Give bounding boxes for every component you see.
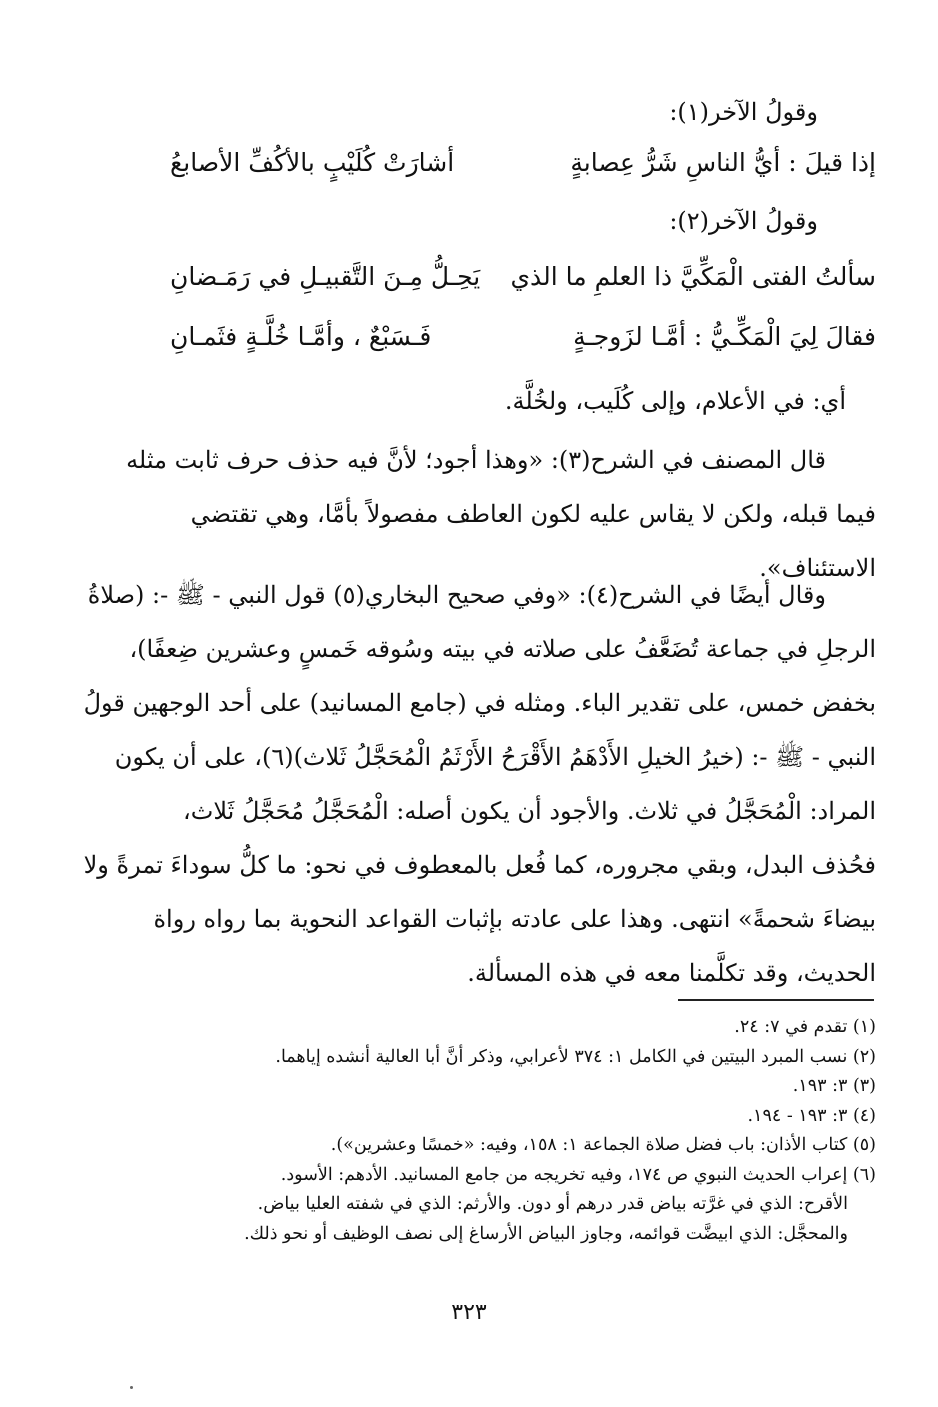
footnote-separator <box>678 999 874 1001</box>
quote-paragraph-2 <box>83 568 876 1000</box>
gloss-line: أي: في الأعلام، وإلى كُلَيب، ولخُلَّة. <box>504 387 846 415</box>
footnote-5: (٥) كتاب الأذان: باب فضل صلاة الجماعة ١: ١٥٨، وفيه: «خمسًا وعشرين»). <box>330 1135 876 1155</box>
paragraph-line: قال المصنف في الشرح(٣): «وهذا أجود؛ لأنَّ فيه حذف حرف ثابت مثله <box>126 446 826 474</box>
verse-1-second-hemistich: أشارَتْ كُلَيْبٍ بالأكُفِّ الأصابعُ <box>170 148 455 177</box>
footnote-2: (٢) نسب المبرد البيتين في الكامل ١: ٣٧٤ لأعرابي، وذكر أنَّ أبا العالية أنشده إياهما. <box>275 1046 876 1067</box>
paragraph-line: فيما قبله، ولكن لا يقاس عليه لكون العاطف مفصولاً بأمَّا، وهي تقتضي <box>190 500 876 528</box>
paragraph-line: النبي - ﷺ -: (خيرُ الخيلِ الأَدْهَمُ الأَقْرَحُ الأَرْثَمُ الْمُحَجَّلُ ثَلاث)(٦)، على أن يكون <box>114 743 876 771</box>
footnote-4: (٤) ٣: ١٩٣ - ١٩٤. <box>747 1105 876 1126</box>
paragraph-line: بيضاءَ شحمةً» انتهى. وهذا على عادته بإثبات القواعد النحوية بما رواه رواة <box>153 905 876 933</box>
paragraph-line: بخفض خمس، على تقدير الباء. ومثله في (جامع المسانيد) على أحد الوجهين قولُ <box>83 689 876 717</box>
verse-line-1 <box>170 148 876 202</box>
paragraph-line: الاستئناف». <box>759 554 876 582</box>
footnote-3: (٣) ٣: ١٩٣. <box>792 1076 876 1096</box>
scan-speck <box>130 1386 133 1389</box>
verse-3-first-hemistich: فقالَ لِيَ الْمَكِّـيُّ : أمَّـا لزَوجـةٍ <box>573 322 876 351</box>
verse-line-2 <box>170 262 876 316</box>
footnotes <box>160 1013 876 1249</box>
paragraph-line: الحديث، وقد تكلَّمنا معه في هذه المسألة. <box>467 959 876 987</box>
footnote-6-continued: الأقرح: الذي في غرَّته بياض قدر درهم أو دون. والأرثم: الذي في شفته العليا بياض. <box>257 1194 848 1214</box>
verse-2-first-hemistich: سألتُ الفتى الْمَكِّيَّ ذا العلمِ ما الذي <box>510 262 876 291</box>
verse-3-second-hemistich: فَـسَبْعٌ ، وأمَّـا خُلَّـةٍ فثَمـانِ <box>170 322 432 351</box>
footnote-1: (١) تقدم في ٧: ٢٤. <box>734 1017 876 1037</box>
verse-intro-2: وقولُ الآخر(٢): <box>669 207 818 235</box>
footnote-6: (٦) إعراب الحديث النبوي ص ١٧٤، وفيه تخريجه من جامع المسانيد. الأدهم: الأسود. <box>280 1164 876 1185</box>
gloss-paragraph <box>172 374 876 428</box>
verse-2-second-hemistich: يَحِـلُّ مِـنَ التَّقبيـلِ في رَمَـضانِ <box>170 262 481 291</box>
paragraph-line: وقال أيضًا في الشرح(٤): «وفي صحيح البخاري(٥) قول النبي - ﷺ -: (صلاةُ <box>87 581 826 609</box>
paragraph-line: الرجلِ في جماعة تُضَعَّفُ على صلاته في بيته وسُوقه خَمسٍ وعشرين ضِعفًا)، <box>129 635 876 663</box>
paragraph-line: المراد: الْمُحَجَّلُ في ثلاث. والأجود أن يكون أصله: الْمُحَجَّلُ مُحَجَّلُ ثَلاث، <box>183 797 876 825</box>
verse-intro-1: وقولُ الآخر(١): <box>669 98 818 126</box>
verse-1-first-hemistich: إذا قيلَ : أيُّ الناسِ شَرُّ عِصابةٍ <box>570 148 876 177</box>
paragraph-line: فحُذف البدل، وبقي مجروره، كما فُعل بالمعطوف في نحو: ما كلُّ سوداءَ تمرةً ولا <box>83 851 876 879</box>
footnote-6-continued: والمحجَّل: الذي ابيضَّت قوائمه، وجاوز البياض الأرساغ إلى نصف الوظيف أو نحو ذلك. <box>244 1223 848 1244</box>
page-number: ٣٢٣ <box>451 1300 487 1325</box>
verse-line-3 <box>170 322 876 376</box>
